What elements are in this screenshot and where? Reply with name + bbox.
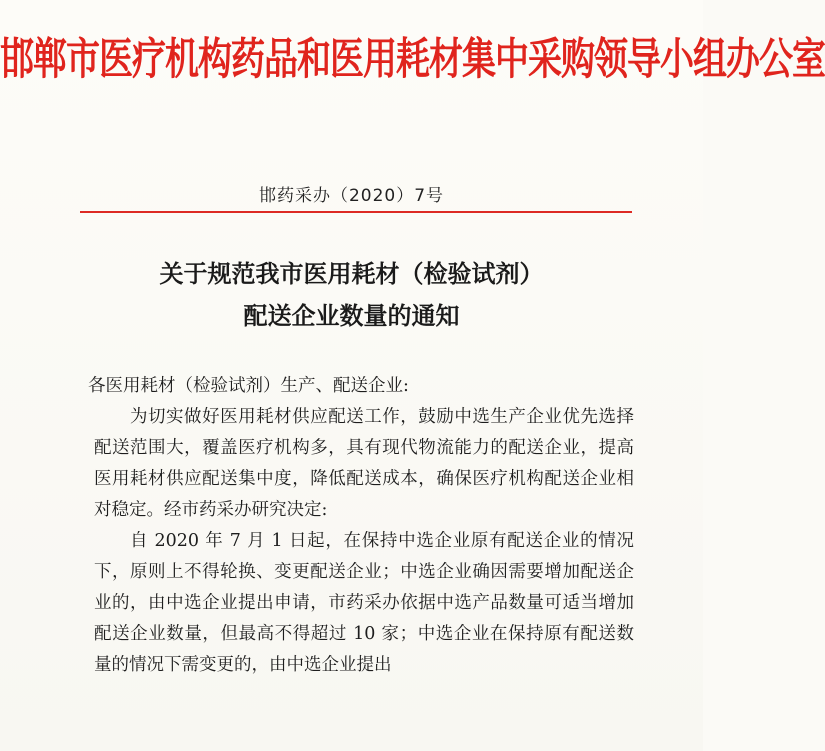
notice-body	[88, 371, 634, 681]
body-paragraph-2: 自 2020 年 7 月 1 日起，在保持中选企业原有配送企业的情况下，原则上不得轮换、变更配送企业；中选企业确因需要增加配送企业的，由中选企业提出申请，市药采办依据中选产品数量可适当增加配送企业数量，但最高不得超过 10 家；中选企业在保持原有配送数量的情况下需变更的，由中选企业提出	[94, 531, 634, 675]
notice-title-line-1: 关于规范我市医用耗材（检验试剂）	[159, 260, 544, 288]
red-divider-line	[80, 211, 632, 213]
body-paragraph-1: 为切实做好医用耗材供应配送工作，鼓励中选生产企业优先选择配送范围大，覆盖医疗机构多，具有现代物流能力的配送企业，提高医用耗材供应配送集中度，降低配送成本，确保医疗机构配送企业相对稳定。经市药采办研究决定:	[94, 407, 634, 520]
notice-title-line-2: 配送企业数量的通知	[243, 302, 460, 330]
salutation: 各医用耗材（检验试剂）生产、配送企业:	[88, 376, 409, 396]
document-number: 邯药采办（2020）7号	[258, 186, 445, 206]
issuer-header: 邯郸市医疗机构药品和医用耗材集中采购领导小组办公室	[0, 34, 825, 86]
